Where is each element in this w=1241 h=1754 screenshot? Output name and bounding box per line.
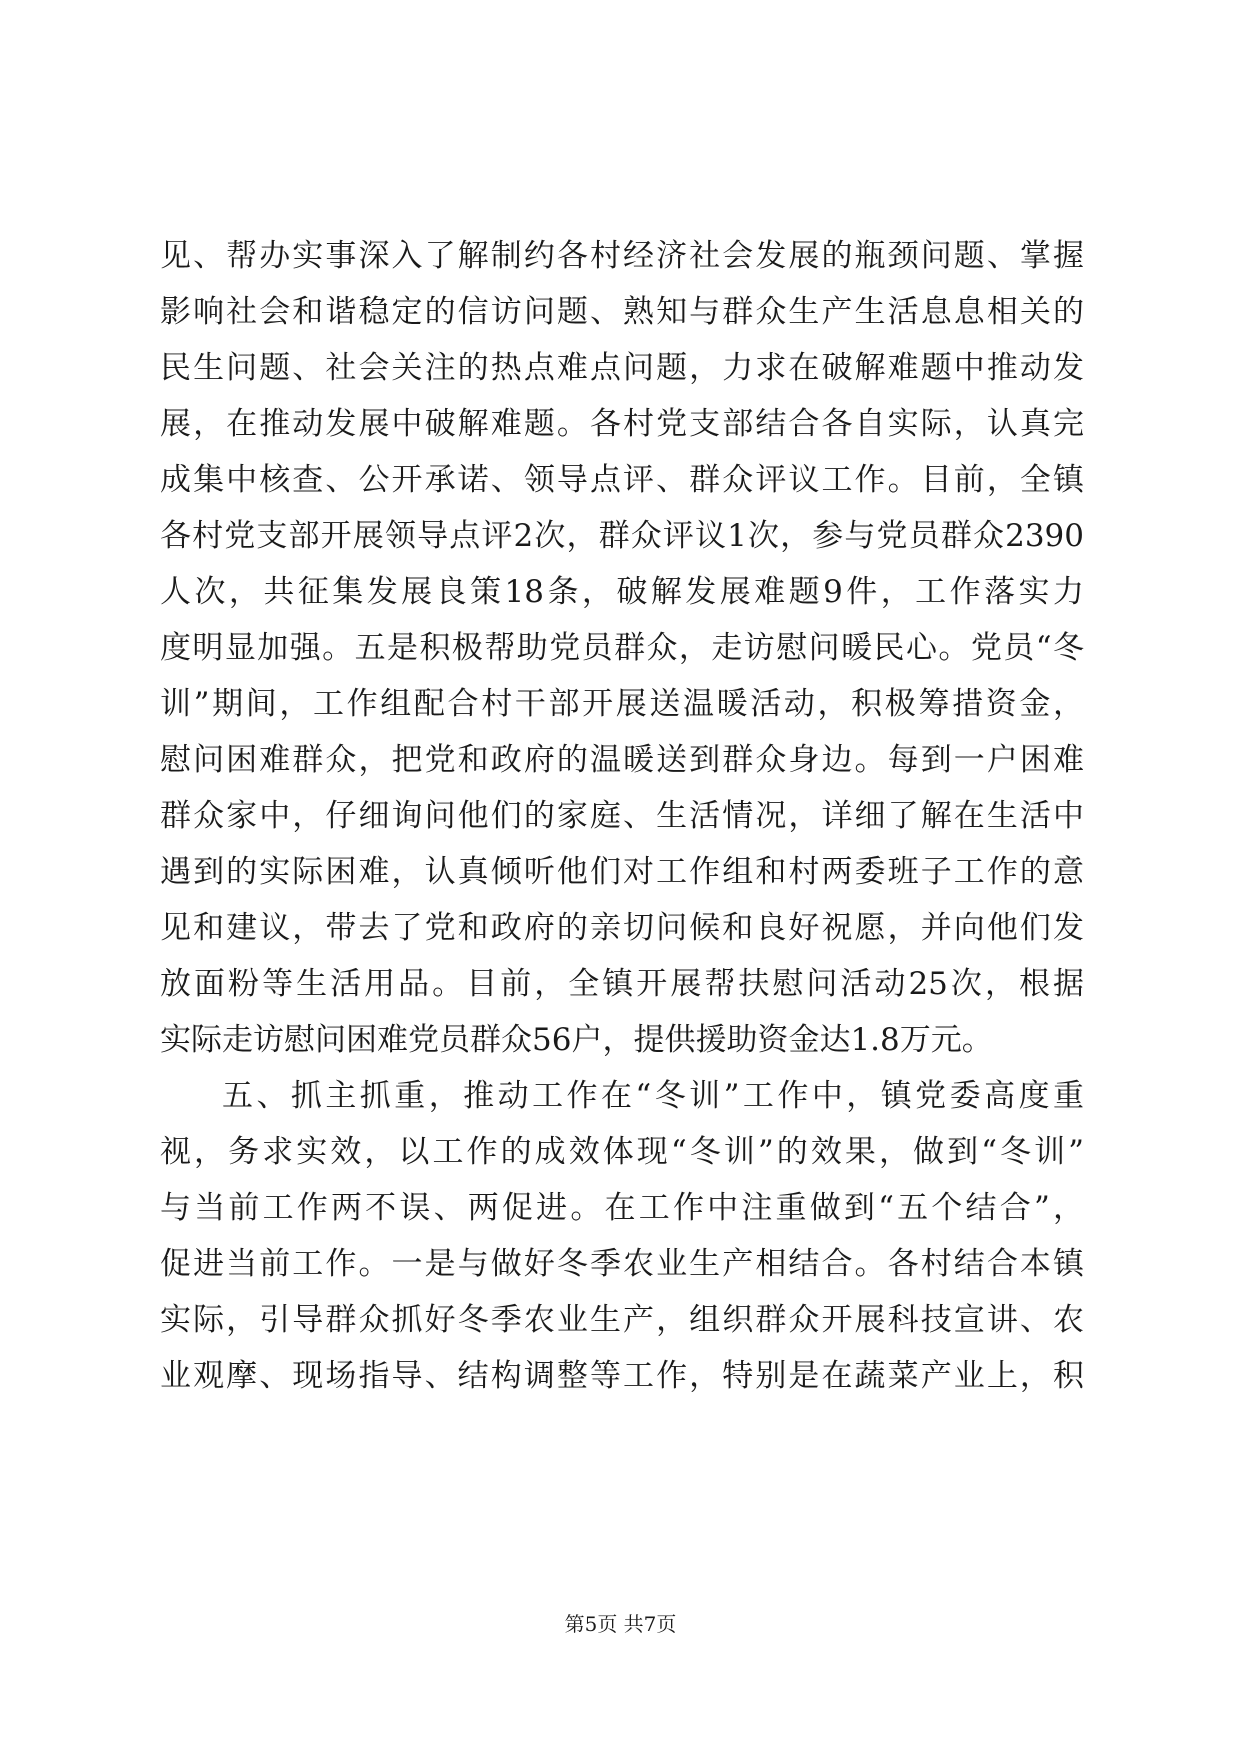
text-line: 度明显加强。五是积极帮助党员群众，走访慰问暖民心。党员“冬 <box>160 630 1084 666</box>
text-line: 五、抓主抓重，推动工作在“冬训”工作中，镇党委高度重 <box>222 1078 1084 1114</box>
text-line: 视，务求实效，以工作的成效体现“冬训”的效果，做到“冬训” <box>160 1134 1084 1170</box>
text-line: 业观摩、现场指导、结构调整等工作，特别是在蔬菜产业上，积 <box>160 1358 1084 1394</box>
text-line: 展，在推动发展中破解难题。各村党支部结合各自实际，认真完 <box>160 406 1084 442</box>
text-line: 群众家中，仔细询问他们的家庭、生活情况，详细了解在生活中 <box>160 798 1084 834</box>
text-line: 实际，引导群众抓好冬季农业生产，组织群众开展科技宣讲、农 <box>160 1302 1084 1338</box>
text-line: 与当前工作两不误、两促进。在工作中注重做到“五个结合”， <box>160 1190 1084 1226</box>
text-line: 各村党支部开展领导点评2次，群众评议1次，参与党员群众2390 <box>160 518 1084 554</box>
text-line: 见和建议，带去了党和政府的亲切问候和良好祝愿，并向他们发 <box>160 910 1084 946</box>
paragraph-1 <box>160 228 1084 1068</box>
text-line: 放面粉等生活用品。目前，全镇开展帮扶慰问活动25次，根据 <box>160 966 1084 1002</box>
text-line: 影响社会和谐稳定的信访问题、熟知与群众生产生活息息相关的 <box>160 294 1084 330</box>
text-line: 实际走访慰问困难党员群众56户，提供援助资金达1.8万元。 <box>160 1022 993 1058</box>
text-line: 促进当前工作。一是与做好冬季农业生产相结合。各村结合本镇 <box>160 1246 1084 1282</box>
text-line: 人次，共征集发展良策18条，破解发展难题9件，工作落实力 <box>160 574 1084 610</box>
page-number-footer: 第5页 共7页 <box>564 1612 677 1636</box>
document-body <box>160 228 1084 1404</box>
text-line: 遇到的实际困难，认真倾听他们对工作组和村两委班子工作的意 <box>160 854 1084 890</box>
text-line: 慰问困难群众，把党和政府的温暖送到群众身边。每到一户困难 <box>160 742 1084 778</box>
text-line: 成集中核查、公开承诺、领导点评、群众评议工作。目前，全镇 <box>160 462 1084 498</box>
text-line: 见、帮办实事深入了解制约各村经济社会发展的瓶颈问题、掌握 <box>160 238 1084 274</box>
text-line: 民生问题、社会关注的热点难点问题，力求在破解难题中推动发 <box>160 350 1084 386</box>
text-line: 训”期间，工作组配合村干部开展送温暖活动，积极筹措资金， <box>160 686 1084 722</box>
paragraph-2 <box>160 1068 1084 1404</box>
